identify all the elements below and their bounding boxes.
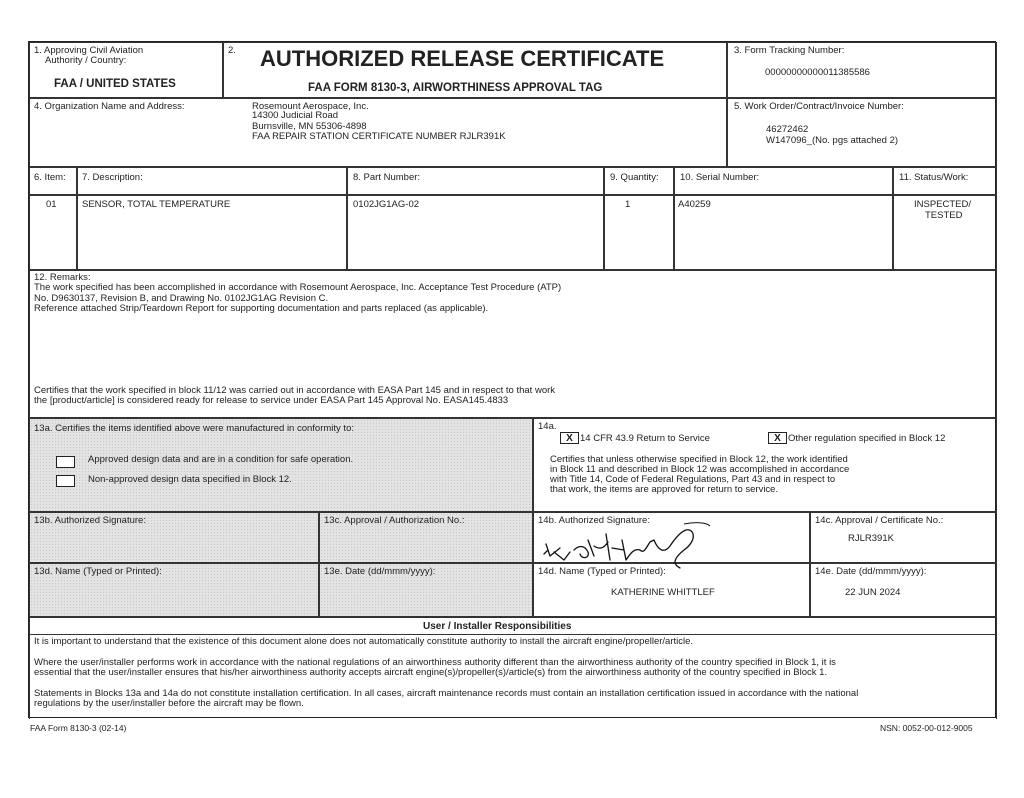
org-city: Burnsville, MN 55306-4898 <box>252 121 367 132</box>
header-quantity <box>604 167 674 195</box>
item-description: SENSOR, TOTAL TEMPERATURE <box>82 199 231 210</box>
header-quantity-label: 9. Quantity: <box>610 172 659 183</box>
remarks-line-3: Reference attached Strip/Teardown Report for supporting documentation and parts replaced (as applicable). <box>34 303 489 314</box>
block-2-title <box>223 42 727 98</box>
header-status-label: 11. Status/Work: <box>899 172 969 183</box>
item-status-line-1: INSPECTED/ <box>914 199 972 210</box>
other-regulation-label: Other regulation specified in Block 12 <box>788 433 946 444</box>
block-14e-label: 14e. Date (dd/mmm/yyyy): <box>815 566 927 577</box>
block-1-label-2: Authority / Country: <box>45 55 127 66</box>
block-5-label: 5. Work Order/Contract/Invoice Number: <box>734 101 904 112</box>
item-number: 01 <box>46 199 57 210</box>
header-item-label: 6. Item: <box>34 172 66 183</box>
footer-nsn: NSN: 0052-00-012-9005 <box>880 723 973 733</box>
block-4-organization <box>29 98 727 167</box>
remarks-line-1: The work specified has been accomplished in accordance with Rosemount Aerospace, Inc. Acceptance Test Procedure (ATP) <box>34 282 562 293</box>
user-installer-p3b: regulations by the user/installer before the aircraft may be flown. <box>34 698 304 709</box>
user-installer-p2a: Where the user/installer performs work in accordance with the national regulations of an airworthiness authority different than the airworthiness authority of the country specified in Block 1, it is <box>34 657 836 668</box>
org-cert: FAA REPAIR STATION CERTIFICATE NUMBER RJLR391K <box>252 131 506 142</box>
return-to-service-label: 14 CFR 43.9 Return to Service <box>580 433 710 444</box>
block-3-label: 3. Form Tracking Number: <box>734 45 845 56</box>
block-1-label: 1. Approving Civil Aviation <box>34 45 144 56</box>
form-subtitle: FAA FORM 8130-3, AIRWORTHINESS APPROVAL TAG <box>308 82 603 94</box>
header-part-label: 8. Part Number: <box>353 172 421 183</box>
remarks-easa-line-2: the [product/article] is considered ready for release to service under EASA Part 145 Approval No. EASA145.4833 <box>34 395 509 406</box>
item-quantity: 1 <box>625 199 631 210</box>
header-description <box>77 167 347 195</box>
signer-name: KATHERINE WHITTLEF <box>611 587 715 598</box>
org-name: Rosemount Aerospace, Inc. <box>252 101 369 112</box>
item-serial-cell <box>674 195 893 270</box>
header-description-label: 7. Description: <box>82 172 143 183</box>
header-serial <box>674 167 893 195</box>
item-status-cell <box>893 195 997 270</box>
remarks-line-2: No. D9630137, Revision B, and Drawing No. 0102JG1AG Revision C. <box>34 293 329 304</box>
header-part <box>347 167 604 195</box>
non-approved-design-label: Non-approved design data specified in Block 12. <box>88 474 292 485</box>
work-order-number: 46272462 <box>766 124 809 135</box>
block-14a-label: 14a. <box>538 421 557 432</box>
block-14a-cert-line-4: that work, the items are approved for return to service. <box>550 484 779 495</box>
user-installer-section <box>29 617 997 719</box>
block-14c-label: 14c. Approval / Certificate No.: <box>815 515 944 526</box>
block-1-value: FAA / UNITED STATES <box>54 78 176 90</box>
item-part-cell <box>347 195 604 270</box>
remarks-easa-line-1: Certifies that the work specified in block 11/12 was carried out in accordance with EASA Part 145 and in respect to that work <box>34 385 556 396</box>
item-quantity-cell <box>604 195 674 270</box>
block-4-label: 4. Organization Name and Address: <box>34 101 185 112</box>
non-approved-design-checkbox[interactable] <box>56 475 75 487</box>
block-13c-label: 13c. Approval / Authorization No.: <box>324 515 465 526</box>
block-12-remarks <box>29 270 997 418</box>
block-14b-label: 14b. Authorized Signature: <box>538 515 650 526</box>
block-13a-label: 13a. Certifies the items identified above were manufactured in conformity to: <box>34 423 354 434</box>
block-14d-label: 14d. Name (Typed or Printed): <box>538 566 666 577</box>
block-5-work-order <box>727 98 997 167</box>
item-part-number: 0102JG1AG-02 <box>353 199 420 210</box>
approved-design-checkbox[interactable] <box>56 456 75 468</box>
user-installer-p2b: essential that the user/installer ensures that his/her airworthiness authority accepts aircraft engine(s)/propeller(s)/article(s) from the airworthiness authority of the country specified in Block 1. <box>34 667 828 678</box>
form-title: AUTHORIZED RELEASE CERTIFICATE <box>260 46 665 71</box>
signature-date: 22 JUN 2024 <box>845 587 901 598</box>
block-14a-cert-line-2: in Block 11 and described in Block 12 was accomplished in accordance <box>550 464 850 475</box>
block-1-authority <box>29 42 223 98</box>
tracking-number: 00000000000011385586 <box>765 67 870 78</box>
approved-design-label: Approved design data and are in a condition for safe operation. <box>88 454 354 465</box>
user-installer-title: User / Installer Responsibilities <box>423 621 572 632</box>
block-13d-name[interactable] <box>29 563 319 617</box>
block-13e-date[interactable] <box>319 563 533 617</box>
block-13d-label: 13d. Name (Typed or Printed): <box>34 566 162 577</box>
user-installer-p3a: Statements in Blocks 13a and 14a do not constitute installation certification. In all cases, aircraft maintenance records must contain an installation certification issued in accordance with the national <box>34 688 859 699</box>
item-status-line-2: TESTED <box>925 210 963 221</box>
block-14e-date <box>810 563 997 617</box>
block-2-number: 2. <box>228 45 236 56</box>
block-13e-label: 13e. Date (dd/mmm/yyyy): <box>324 566 436 577</box>
remarks-label: 12. Remarks: <box>34 272 91 283</box>
org-street: 14300 Judicial Road <box>252 110 339 121</box>
header-status <box>893 167 997 195</box>
certificate-number: RJLR391K <box>848 533 894 544</box>
item-serial-number: A40259 <box>678 199 711 210</box>
block-14c-certificate <box>810 512 997 563</box>
block-14a-cert-line-3: with Title 14, Code of Federal Regulations, Part 43 and in respect to <box>550 474 836 485</box>
block-3-tracking <box>727 42 997 98</box>
block-14a <box>533 418 997 512</box>
header-serial-label: 10. Serial Number: <box>680 172 760 183</box>
handwritten-signature <box>534 520 714 572</box>
item-description-cell <box>77 195 347 270</box>
block-13b-signature[interactable] <box>29 512 319 563</box>
return-to-service-checkbox[interactable]: X <box>560 432 579 444</box>
block-13b-label: 13b. Authorized Signature: <box>34 515 146 526</box>
user-installer-p1: It is important to understand that the existence of this document alone does not automatically constitute authority to install the aircraft engine/propeller/article. <box>34 636 694 647</box>
table-row <box>29 195 77 270</box>
block-14a-cert-line-1: Certifies that unless otherwise specified in Block 12, the work identified <box>550 454 848 465</box>
work-order-pages: W147096_(No. pgs attached 2) <box>766 135 899 146</box>
airworthiness-form <box>28 41 996 718</box>
block-13c-approval[interactable] <box>319 512 533 563</box>
footer-form-number: FAA Form 8130-3 (02-14) <box>30 723 127 733</box>
header-item <box>29 167 77 195</box>
other-regulation-checkbox[interactable]: X <box>768 432 787 444</box>
block-13a <box>29 418 533 512</box>
